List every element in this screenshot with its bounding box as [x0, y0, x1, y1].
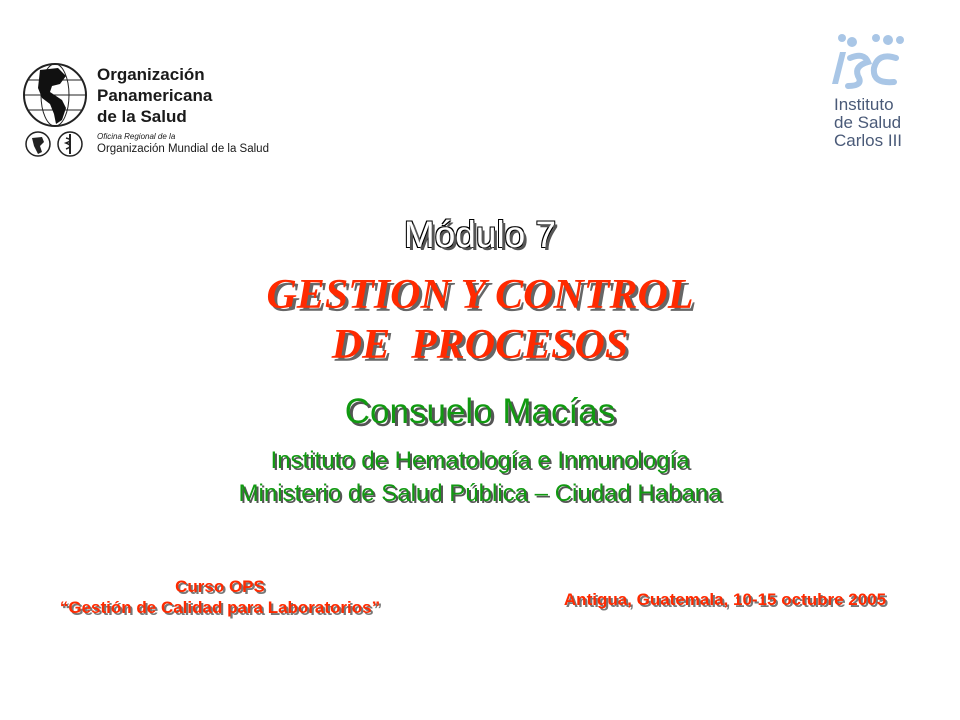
course-info	[20, 576, 420, 618]
ops-name-line3: de la Salud	[97, 107, 187, 126]
main-title-line2: DE PROCESOS	[331, 322, 629, 368]
affiliation	[0, 444, 960, 510]
ops-subtitle-line2: Organización Mundial de la Salud	[97, 143, 269, 155]
ministry-name: Ministerio de Salud Pública – Ciudad Habana	[238, 480, 722, 507]
course-line1: Curso OPS	[175, 577, 265, 596]
isc-line3: Carlos III	[834, 131, 903, 150]
course-line2: “Gestión de Calidad para Laboratorios”	[59, 598, 381, 617]
institution-name: Instituto de Hematología e Inmunología	[270, 447, 690, 474]
isc-line2: de Salud	[834, 113, 902, 132]
author-name: Consuelo Macías	[344, 392, 616, 431]
ops-logo	[22, 58, 272, 160]
module-title: Módulo 7	[403, 214, 557, 255]
isc-mark-icon	[818, 28, 908, 94]
ops-subtitle-line1: Oficina Regional de la	[97, 132, 176, 141]
place-date: Antigua, Guatemala, 10-15 octubre 2005	[563, 590, 887, 609]
main-title-line1: GESTION Y CONTROL	[266, 272, 694, 318]
isciii-logo	[808, 28, 918, 158]
who-emblems-icon	[24, 130, 90, 158]
americas-globe-icon	[22, 62, 88, 128]
main-title	[0, 270, 960, 370]
ops-name-line1: Organización	[97, 65, 205, 84]
isc-line1: Instituto	[834, 95, 894, 114]
ops-name-line2: Panamericana	[97, 86, 213, 105]
